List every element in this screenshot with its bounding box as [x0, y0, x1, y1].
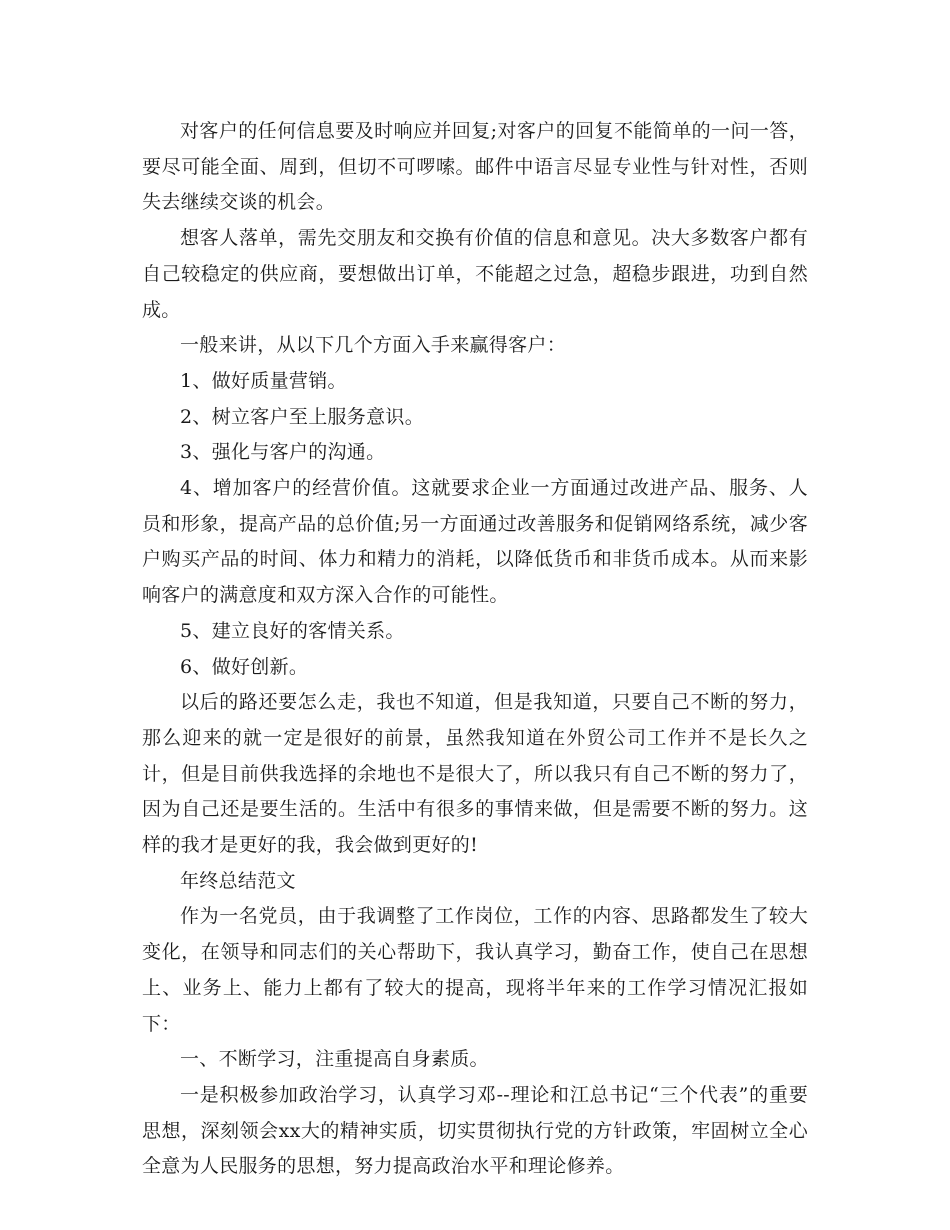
- document-body: [142, 114, 808, 1185]
- list-item-quality-marketing: 1、做好质量营销。: [180, 369, 347, 392]
- paragraph-win-customers-intro: 一般来讲，从以下几个方面入手来赢得客户：: [180, 334, 567, 357]
- list-item-innovation: 6、做好创新。: [180, 655, 309, 678]
- section-heading-annual-summary: 年终总结范文: [180, 869, 296, 892]
- list-item-customer-first: 2、树立客户至上服务意识。: [180, 405, 424, 428]
- list-item-business-value: 4、增加客户的经营价值。这就要求企业一方面通过改进产品、服务、人员和形象，提高产品的总价值;另一方面通过改善服务和促销网络系统，减少客户购买产品的时间、体力和精力的消耗，以降低货币和非货币成本。从而来影响客户的满意度和双方深入合作的可能性。: [142, 477, 808, 607]
- paragraph-summary-intro: 作为一名党员，由于我调整了工作岗位，工作的内容、思路都发生了较大变化，在领导和同志们的关心帮助下，我认真学习，勤奋工作，使自己在思想上、业务上、能力上都有了较大的提高，现将半年来的工作学习情况汇报如下：: [142, 905, 808, 1035]
- paragraph-future-path: 以后的路还要怎么走，我也不知道，但是我知道，只要自己不断的努力，那么迎来的就一定是很好的前景，虽然我知道在外贸公司工作并不是长久之计，但是目前供我选择的余地也不是很大了，所以我只有自己不断的努力了，因为自己还是要生活的。生活中有很多的事情来做，但是需要不断的努力。这样的我才是更好的我，我会做到更好的!: [142, 691, 808, 857]
- list-item-relationship: 5、建立良好的客情关系。: [180, 619, 405, 642]
- section-heading-continuous-learning: 一、不断学习，注重提高自身素质。: [180, 1048, 489, 1071]
- list-item-communication: 3、强化与客户的沟通。: [180, 441, 386, 464]
- paragraph-customer-reply: 对客户的任何信息要及时响应并回复;对客户的回复不能简单的一问一答，要尽可能全面、周到，但切不可啰嗦。邮件中语言尽显专业性与针对性，否则失去继续交谈的机会。: [142, 120, 808, 214]
- paragraph-political-study: 一是积极参加政治学习，认真学习邓--理论和江总书记“三个代表”的重要思想，深刻领会xx大的精神实质，切实贯彻执行党的方针政策，牢固树立全心全意为人民服务的思想，努力提高政治水平和理论修养。: [142, 1083, 808, 1178]
- paragraph-make-friends: 想客人落单，需先交朋友和交换有价值的信息和意见。决大多数客户都有自己较稳定的供应商，要想做出订单，不能超之过急，超稳步跟进，功到自然成。: [142, 227, 808, 321]
